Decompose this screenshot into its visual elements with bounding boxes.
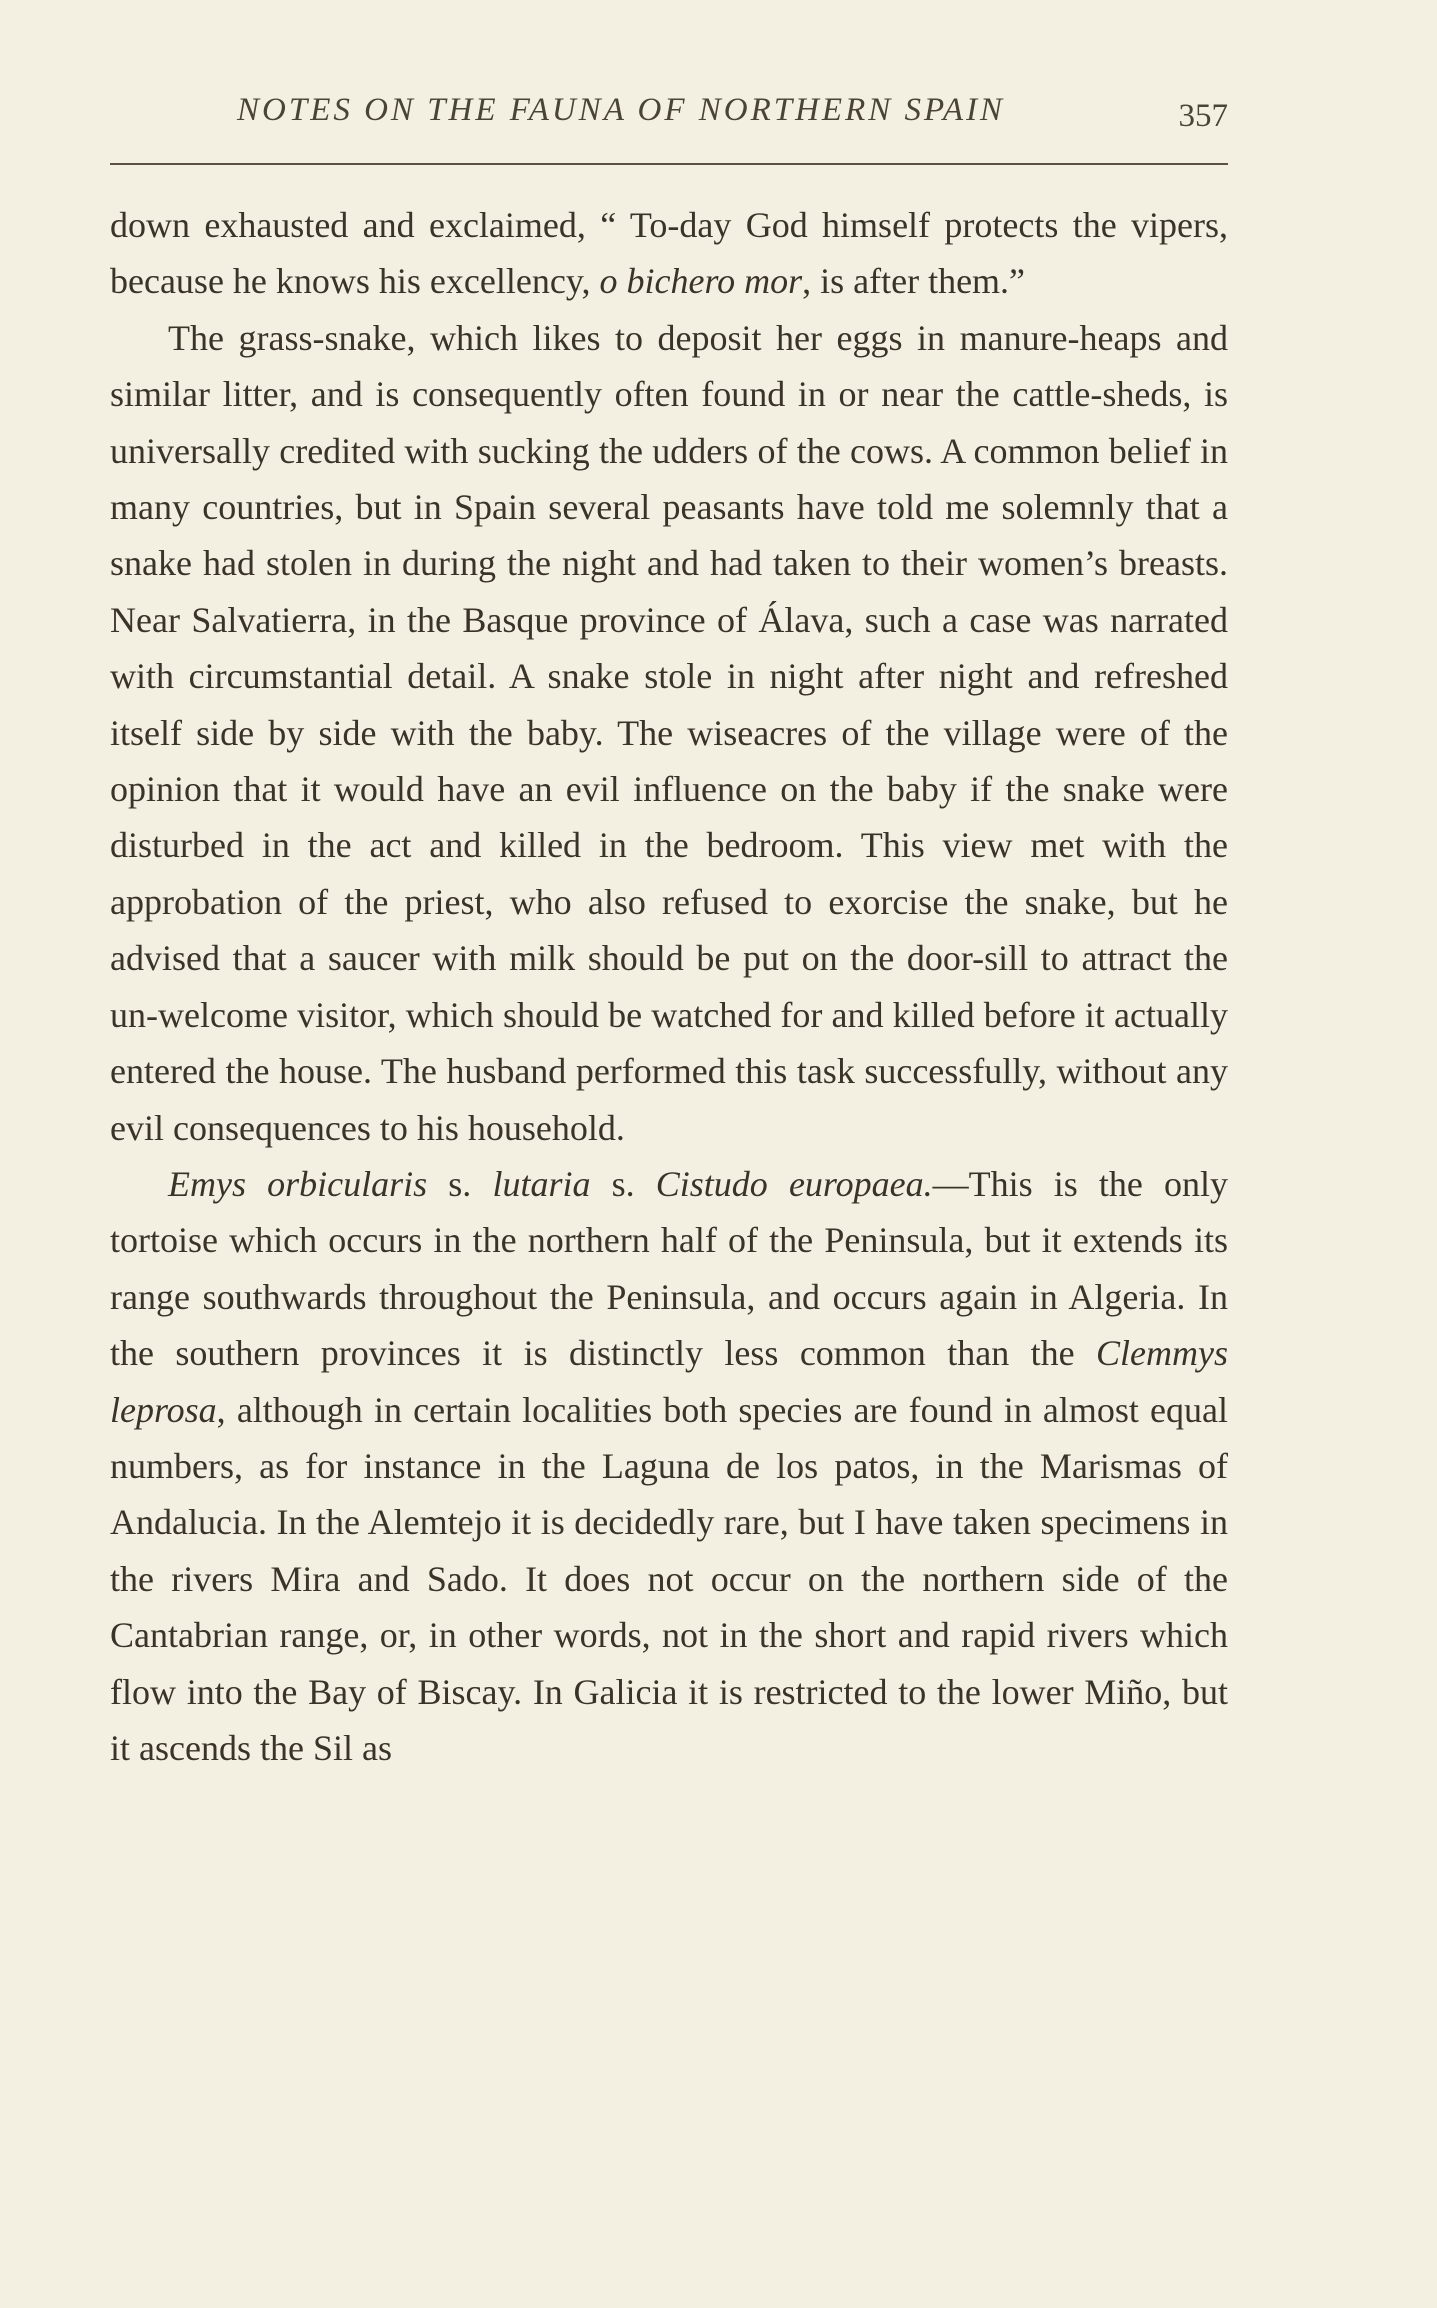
text-run: s. [427,1163,493,1204]
running-title: NOTES ON THE FAUNA OF NORTHERN SPAIN [237,92,1006,128]
italic-term: o bichero mor [599,261,803,302]
italic-term: Emys orbicularis [168,1163,428,1204]
body-text [110,197,1228,1776]
italic-term: Clemmys leprosa [110,1333,1228,1430]
paragraph [110,310,1228,1156]
italic-term: Cistudo europaea. [655,1163,933,1204]
text-run: down exhausted and exclaimed, “ To-day God himself protects the vipers, because he knows his excellency, [110,205,1228,302]
paragraph [110,197,1228,310]
italic-term: lutaria [492,1163,591,1204]
page-number: 357 [1178,98,1228,134]
text-run: s. [590,1163,656,1204]
paragraph [110,1156,1228,1776]
header-rule [110,163,1228,165]
text-run: , is after them.” [802,261,1026,302]
text-run: , although in certain localities both species are found in almost equal numbers, as for instance in the Laguna de los patos, in the Marismas of Andalucia. In the Alemtejo it is decidedly rare, but I have taken specimens in the rivers Mira and Sado. It does not occur on the northern side of the Cantabrian range, or, in other words, not in the short and rapid rivers which flow into the Bay of Biscay. In Galicia it is restricted to the lower Miño, but it ascends the Sil as [110,1389,1228,1768]
text-run: The grass-snake, which likes to deposit her eggs in manure-heaps and similar litter, and is consequently often found in or near the cattle-sheds, is universally credited with sucking the udders of the cows. A common belief in many countries, but in Spain several peasants have told me solemnly that a snake had stolen in during the night and had taken to their women’s breasts. Near Salvatierra, in the Basque province of Álava, such a case was narrated with circumstantial detail. A snake stole in night after night and refreshed itself side by side with the baby. The wiseacres of the village were of the opinion that it would have an evil influence on the baby if the snake were disturbed in the act and killed in the bedroom. This view met with the approbation of the priest, who also refused to exorcise the snake, but he advised that a saucer with milk should be put on the door-sill to attract the un-welcome visitor, which should be watched for and killed before it actually entered the house. The husband performed this task successfully, without any evil consequences to his household. [110,317,1228,1148]
text-run: —This is the only tortoise which occurs in the northern half of the Peninsula, but it extends its range southwards throughout the Peninsula, and occurs again in Algeria. In the southern provinces it is distinctly less common than the [110,1163,1229,1374]
running-head [110,88,1228,148]
